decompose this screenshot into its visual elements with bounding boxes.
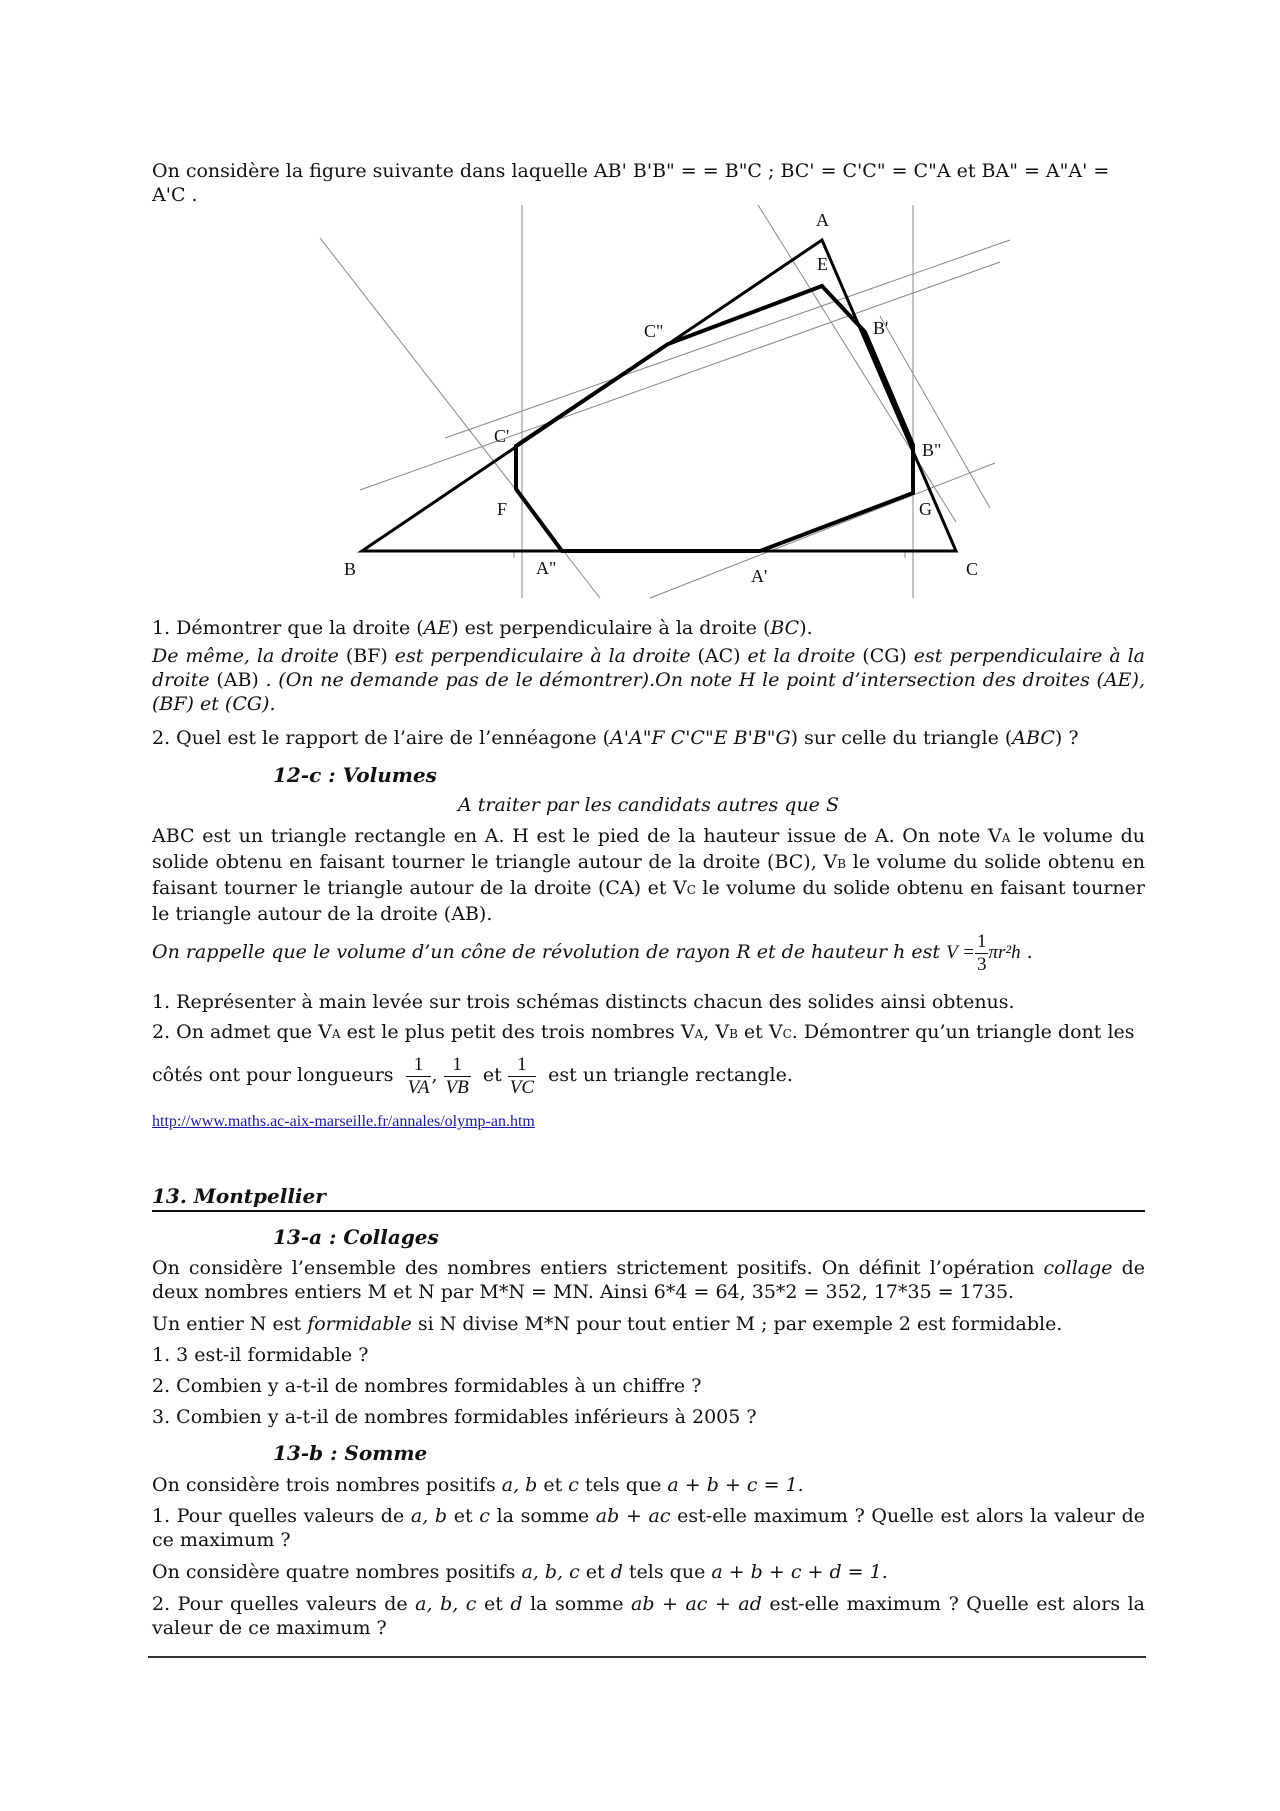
label-a2: A" (536, 558, 557, 578)
source-link[interactable]: http://www.maths.ac-aix-marseille.fr/annales/olymp-an.htm (152, 1113, 535, 1130)
section-13a-definition: Un entier N est formidable si N divise M*N pour tout entier M ; par exemple 2 est formidable. (152, 1313, 1063, 1335)
section-13a-paragraph: On considère l’ensemble des nombres entiers strictement positifs. On définit l’opération collage de deux nombres entiers M et N par M*N = MN. Ainsi 6*4 = 64, 35*2 = 352, 17*35 = 1735. (152, 1257, 1145, 1303)
section-13b-q1: 1. Pour quelles valeurs de a, b et c la somme ab + ac est-elle maximum ? Quelle est alors la valeur de ce maximum ? (152, 1505, 1145, 1551)
label-f: F (497, 499, 508, 519)
formula-fraction: $\frac{1}{3}$ (976, 930, 987, 975)
section-12c-title: 12-c : Volumes (273, 763, 437, 787)
label-c1: C' (494, 426, 510, 446)
construction-lines (320, 205, 1010, 598)
section-13b-p2: On considère quatre nombres positifs a, b, c et d tels que a + b + c + d = 1. (152, 1561, 888, 1583)
section-12c-q1: 1. Représenter à main levée sur trois schémas distincts chacun des solides ainsi obtenus. (152, 991, 1015, 1013)
section-13b-p1: On considère trois nombres positifs a, b et c tels que a + b + c = 1. (152, 1474, 804, 1496)
section-12c-subtitle: A traiter par les candidats autres que S (458, 794, 839, 816)
question-1: 1. Démontrer que la droite (AE) est perpendiculaire à la droite (BC). (152, 617, 813, 639)
fraction-va: $\frac{1}{VA}$ (407, 1053, 430, 1098)
construction-line (650, 463, 995, 598)
construction-line (445, 240, 1010, 438)
section-13a-q1: 1. 3 est-il formidable ? (152, 1344, 369, 1366)
section-13a-title: 13-a : Collages (273, 1225, 439, 1249)
bottom-rule (148, 1656, 1146, 1658)
section-13b-q2: 2. Pour quelles valeurs de a, b, c et d la somme ab + ac + ad est-elle maximum ? Quelle est alors la valeur de ce maximum ? (152, 1593, 1146, 1639)
construction-line (758, 205, 956, 522)
cone-volume-recall: On rappelle que le volume d’un cône de révolution de rayon R et de hauteur h est V = $\frac{1}{3}$ πr²h . (152, 930, 1033, 975)
section-13a-q2: 2. Combien y a-t-il de nombres formidables à un chiffre ? (152, 1375, 702, 1397)
construction-line (360, 262, 1000, 490)
label-b2: B" (922, 440, 942, 460)
triangle-abc (362, 240, 956, 551)
section-13b-title: 13-b : Somme (273, 1441, 428, 1465)
section-12c-q2-fractions: côtés ont pour longueurs $\frac{1}{VA}$ , $\frac{1}{VB}$ et $\frac{1}{VC}$ est un triangle rectangle. (152, 1053, 793, 1098)
label-a1: A' (751, 566, 768, 586)
nonagon (516, 286, 913, 551)
fraction-vb: $\frac{1}{VB}$ (445, 1053, 469, 1098)
label-b1: B' (873, 318, 889, 338)
fraction-vc: $\frac{1}{VC}$ (509, 1053, 535, 1098)
label-c2: C" (644, 321, 664, 341)
label-g: G (919, 499, 932, 519)
geometry-figure (0, 0, 1280, 620)
label-a: A (816, 210, 829, 230)
section-13-title: 13. Montpellier (152, 1184, 1145, 1212)
label-b: B (344, 559, 357, 579)
section-12c-paragraph: ABC est un triangle rectangle en A. H est le pied de la hauteur issue de A. On note VA le volume du solide obtenu en faisant tourner le triangle autour de la droite (BC), VB le volume du solide obtenu en faisant tourner le triangle autour de la droite (CA) et VC le volume du solide obtenu en faisant tourner le triangle autour de la droite (AB). (152, 825, 1146, 925)
label-e: E (817, 254, 828, 274)
label-c: C (966, 559, 979, 579)
intro-text: On considère la figure suivante dans laquelle AB' B'B" = = B"C ; BC' = C'C" = C"A et BA" = A"A' = A'C . (152, 160, 1110, 206)
note-paragraph: De même, la droite (BF) est perpendiculaire à la droite (AC) et la droite (CG) est perpendiculaire à la droite (AB) . (On ne demande pas de le démontrer).On note H le point d’intersection des droites (AE), (BF) et (CG). (152, 645, 1146, 715)
section-12c-q2: 2. On admet que VA est le plus petit des trois nombres VA, VB et VC. Démontrer qu’un triangle dont les (152, 1021, 1135, 1043)
section-13a-q3: 3. Combien y a-t-il de nombres formidables inférieurs à 2005 ? (152, 1406, 757, 1428)
question-2: 2. Quel est le rapport de l’aire de l’ennéagone (A'A"F C'C"E B'B"G) sur celle du triangle (ABC) ? (152, 727, 1079, 749)
